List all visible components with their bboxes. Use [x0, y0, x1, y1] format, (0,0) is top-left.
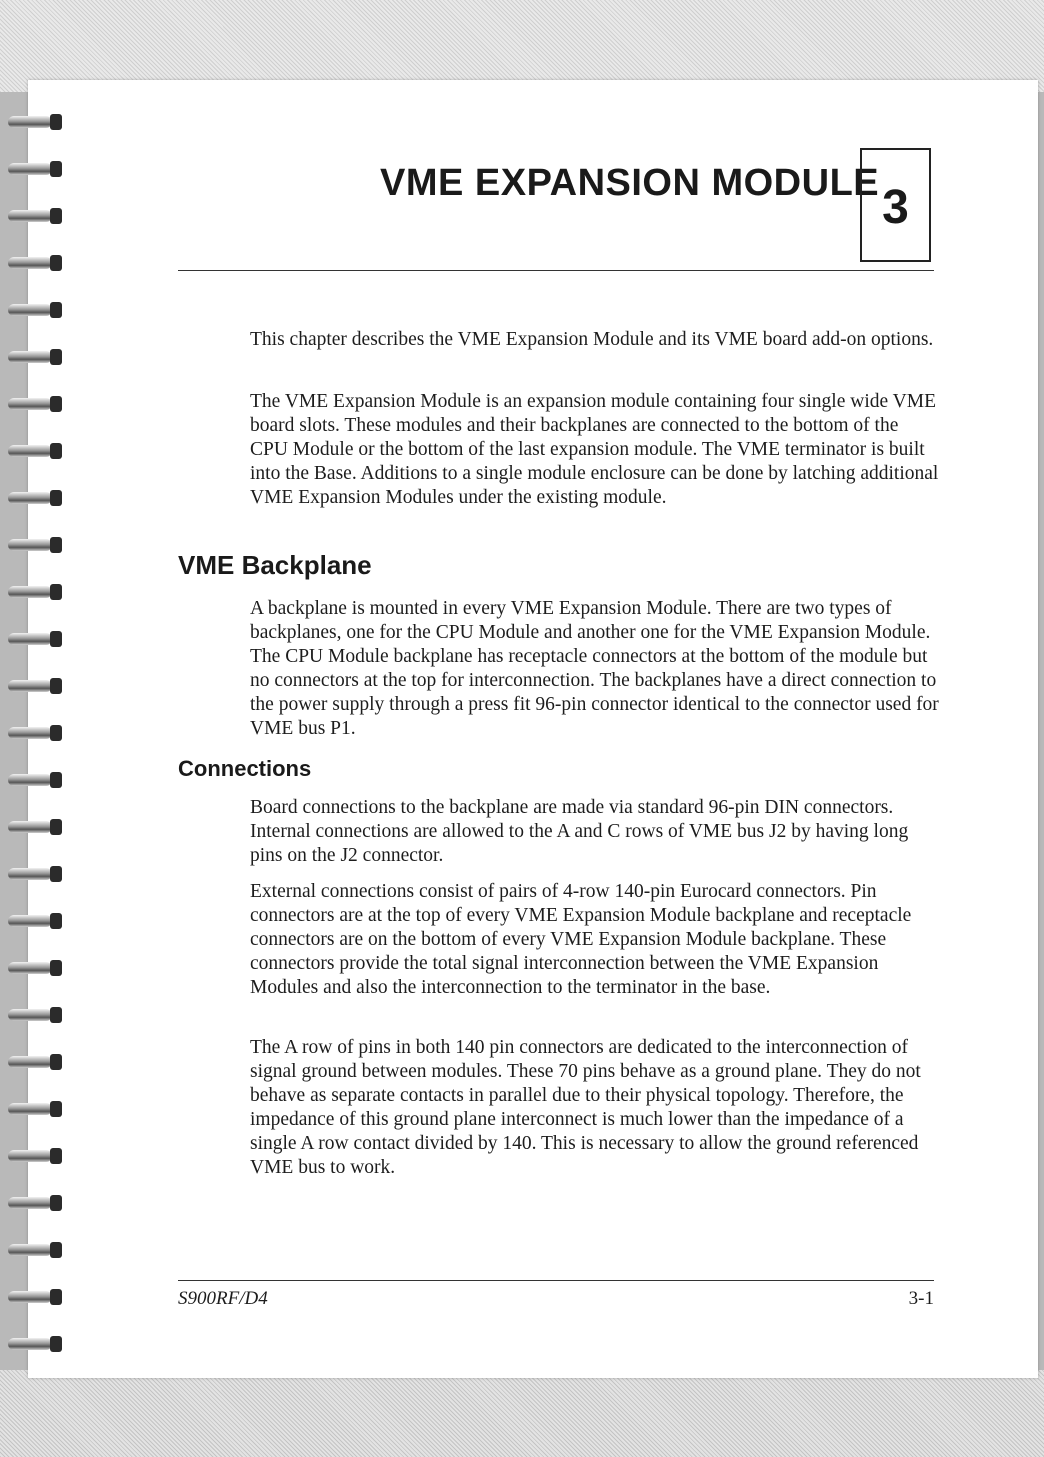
footer-document-id: S900RF/D4: [178, 1288, 268, 1309]
binding-hole: [50, 866, 62, 882]
binding-hole: [50, 913, 62, 929]
binding-ring-loop: [8, 257, 52, 269]
binding-hole: [50, 631, 62, 647]
binding-ring: [8, 1191, 64, 1213]
binding-ring: [8, 1097, 64, 1119]
intro-paragraph-1: This chapter describes the VME Expansion Module and its VME board add-on options.: [250, 329, 934, 350]
binding-ring: [8, 1238, 64, 1260]
binding-ring: [8, 1050, 64, 1072]
binding-hole: [50, 302, 62, 318]
spiral-binding: [0, 70, 70, 1390]
binding-hole: [50, 772, 62, 788]
chapter-title: VME EXPANSION MODULE: [380, 162, 880, 204]
binding-ring-loop: [8, 445, 52, 457]
scan-top-border: [0, 0, 1044, 92]
binding-hole: [50, 349, 62, 365]
connections-paragraph-2: External connections consist of pairs of 4-row 140-pin Eurocard connectors. Pin connectors are at the top of every VME Expansion Module backplane and receptacle connectors are on the bottom of every VME Expansion Module backplane. These connectors provide the total signal interconnection between the VME Expansion Modules and also the interconnection to the terminator in the base.: [250, 881, 912, 998]
binding-ring: [8, 956, 64, 978]
binding-hole: [50, 819, 62, 835]
binding-ring-loop: [8, 1056, 52, 1068]
binding-hole: [50, 1007, 62, 1023]
binding-ring-loop: [8, 1150, 52, 1162]
header-rule: [178, 270, 934, 271]
section-heading-vme-backplane: VME Backplane: [178, 550, 372, 580]
binding-hole: [50, 725, 62, 741]
binding-ring-loop: [8, 116, 52, 128]
binding-ring-loop: [8, 586, 52, 598]
binding-hole: [50, 114, 62, 130]
binding-ring: [8, 486, 64, 508]
binding-ring: [8, 204, 64, 226]
binding-ring-loop: [8, 821, 52, 833]
binding-ring-loop: [8, 1009, 52, 1021]
binding-ring: [8, 1285, 64, 1307]
binding-hole: [50, 1148, 62, 1164]
footer-rule: [178, 1280, 934, 1281]
footer-page-number: 3-1: [908, 1288, 934, 1309]
binding-ring-loop: [8, 727, 52, 739]
binding-ring: [8, 533, 64, 555]
binding-hole: [50, 537, 62, 553]
chapter-number: 3: [882, 181, 909, 234]
binding-hole: [50, 1101, 62, 1117]
binding-hole: [50, 678, 62, 694]
section-heading-connections: Connections: [178, 756, 312, 781]
binding-ring: [8, 345, 64, 367]
binding-hole: [50, 490, 62, 506]
binding-ring-loop: [8, 163, 52, 175]
binding-ring: [8, 157, 64, 179]
binding-ring-loop: [8, 1197, 52, 1209]
backplane-paragraph: A backplane is mounted in every VME Expansion Module. There are two types of backplanes, one for the CPU Module and another one for the VME Expansion Module. The CPU Module backplane has receptacle connectors at the bottom of the module but no connectors at the top for interconnection. The backplanes have a direct connection to the power supply through a press fit 96-pin connector identical to the connector used for VME bus P1.: [250, 598, 939, 739]
binding-ring-loop: [8, 1103, 52, 1115]
binding-ring-loop: [8, 680, 52, 692]
binding-ring: [8, 298, 64, 320]
binding-ring: [8, 110, 64, 132]
chapter-number-box: [860, 148, 931, 262]
binding-hole: [50, 161, 62, 177]
connections-paragraph-1: Board connections to the backplane are made via standard 96-pin DIN connectors. Internal connections are allowed to the A and C rows of VME bus J2 by having long pins on the J2 connector.: [250, 797, 909, 866]
binding-ring-loop: [8, 539, 52, 551]
intro-paragraph-2: The VME Expansion Module is an expansion module containing four single wide VME board slots. These modules and their backplanes are connected to the bottom of the CPU Module or the bottom of the last expansion module. The VME terminator is built into the Base. Additions to a single module enclosure can be done by latching additional VME Expansion Modules under the existing module.: [250, 391, 939, 508]
binding-ring-loop: [8, 962, 52, 974]
binding-ring-loop: [8, 1291, 52, 1303]
binding-ring: [8, 721, 64, 743]
binding-ring-loop: [8, 492, 52, 504]
binding-hole: [50, 584, 62, 600]
binding-hole: [50, 396, 62, 412]
connections-paragraph-3: The A row of pins in both 140 pin connectors are dedicated to the interconnection of signal ground between modules. These 70 pins behave as a ground plane. They do not behave as separate contacts in parallel due to their physical topology. Therefore, the impedance of this ground plane interconnect is much lower than the impedance of a single A row contact divided by 140. This is necessary to allow the ground referenced VME bus to work.: [250, 1037, 921, 1178]
binding-hole: [50, 255, 62, 271]
binding-ring-loop: [8, 304, 52, 316]
binding-hole: [50, 1289, 62, 1305]
binding-ring-loop: [8, 398, 52, 410]
binding-ring: [8, 768, 64, 790]
binding-hole: [50, 208, 62, 224]
binding-ring-loop: [8, 915, 52, 927]
binding-ring-loop: [8, 774, 52, 786]
binding-ring-loop: [8, 351, 52, 363]
binding-hole: [50, 443, 62, 459]
binding-ring: [8, 1003, 64, 1025]
binding-ring: [8, 862, 64, 884]
binding-hole: [50, 960, 62, 976]
binding-ring-loop: [8, 1244, 52, 1256]
binding-ring-loop: [8, 1338, 52, 1350]
binding-ring: [8, 251, 64, 273]
binding-ring: [8, 815, 64, 837]
binding-hole: [50, 1242, 62, 1258]
binding-ring: [8, 674, 64, 696]
binding-ring: [8, 627, 64, 649]
binding-ring-loop: [8, 210, 52, 222]
binding-hole: [50, 1054, 62, 1070]
binding-ring: [8, 580, 64, 602]
binding-hole: [50, 1195, 62, 1211]
binding-hole: [50, 1336, 62, 1352]
binding-ring: [8, 439, 64, 461]
binding-ring: [8, 1332, 64, 1354]
binding-ring-loop: [8, 633, 52, 645]
binding-ring: [8, 1144, 64, 1166]
binding-ring-loop: [8, 868, 52, 880]
binding-ring: [8, 909, 64, 931]
binding-ring: [8, 392, 64, 414]
scan-bottom-border: [0, 1370, 1044, 1457]
